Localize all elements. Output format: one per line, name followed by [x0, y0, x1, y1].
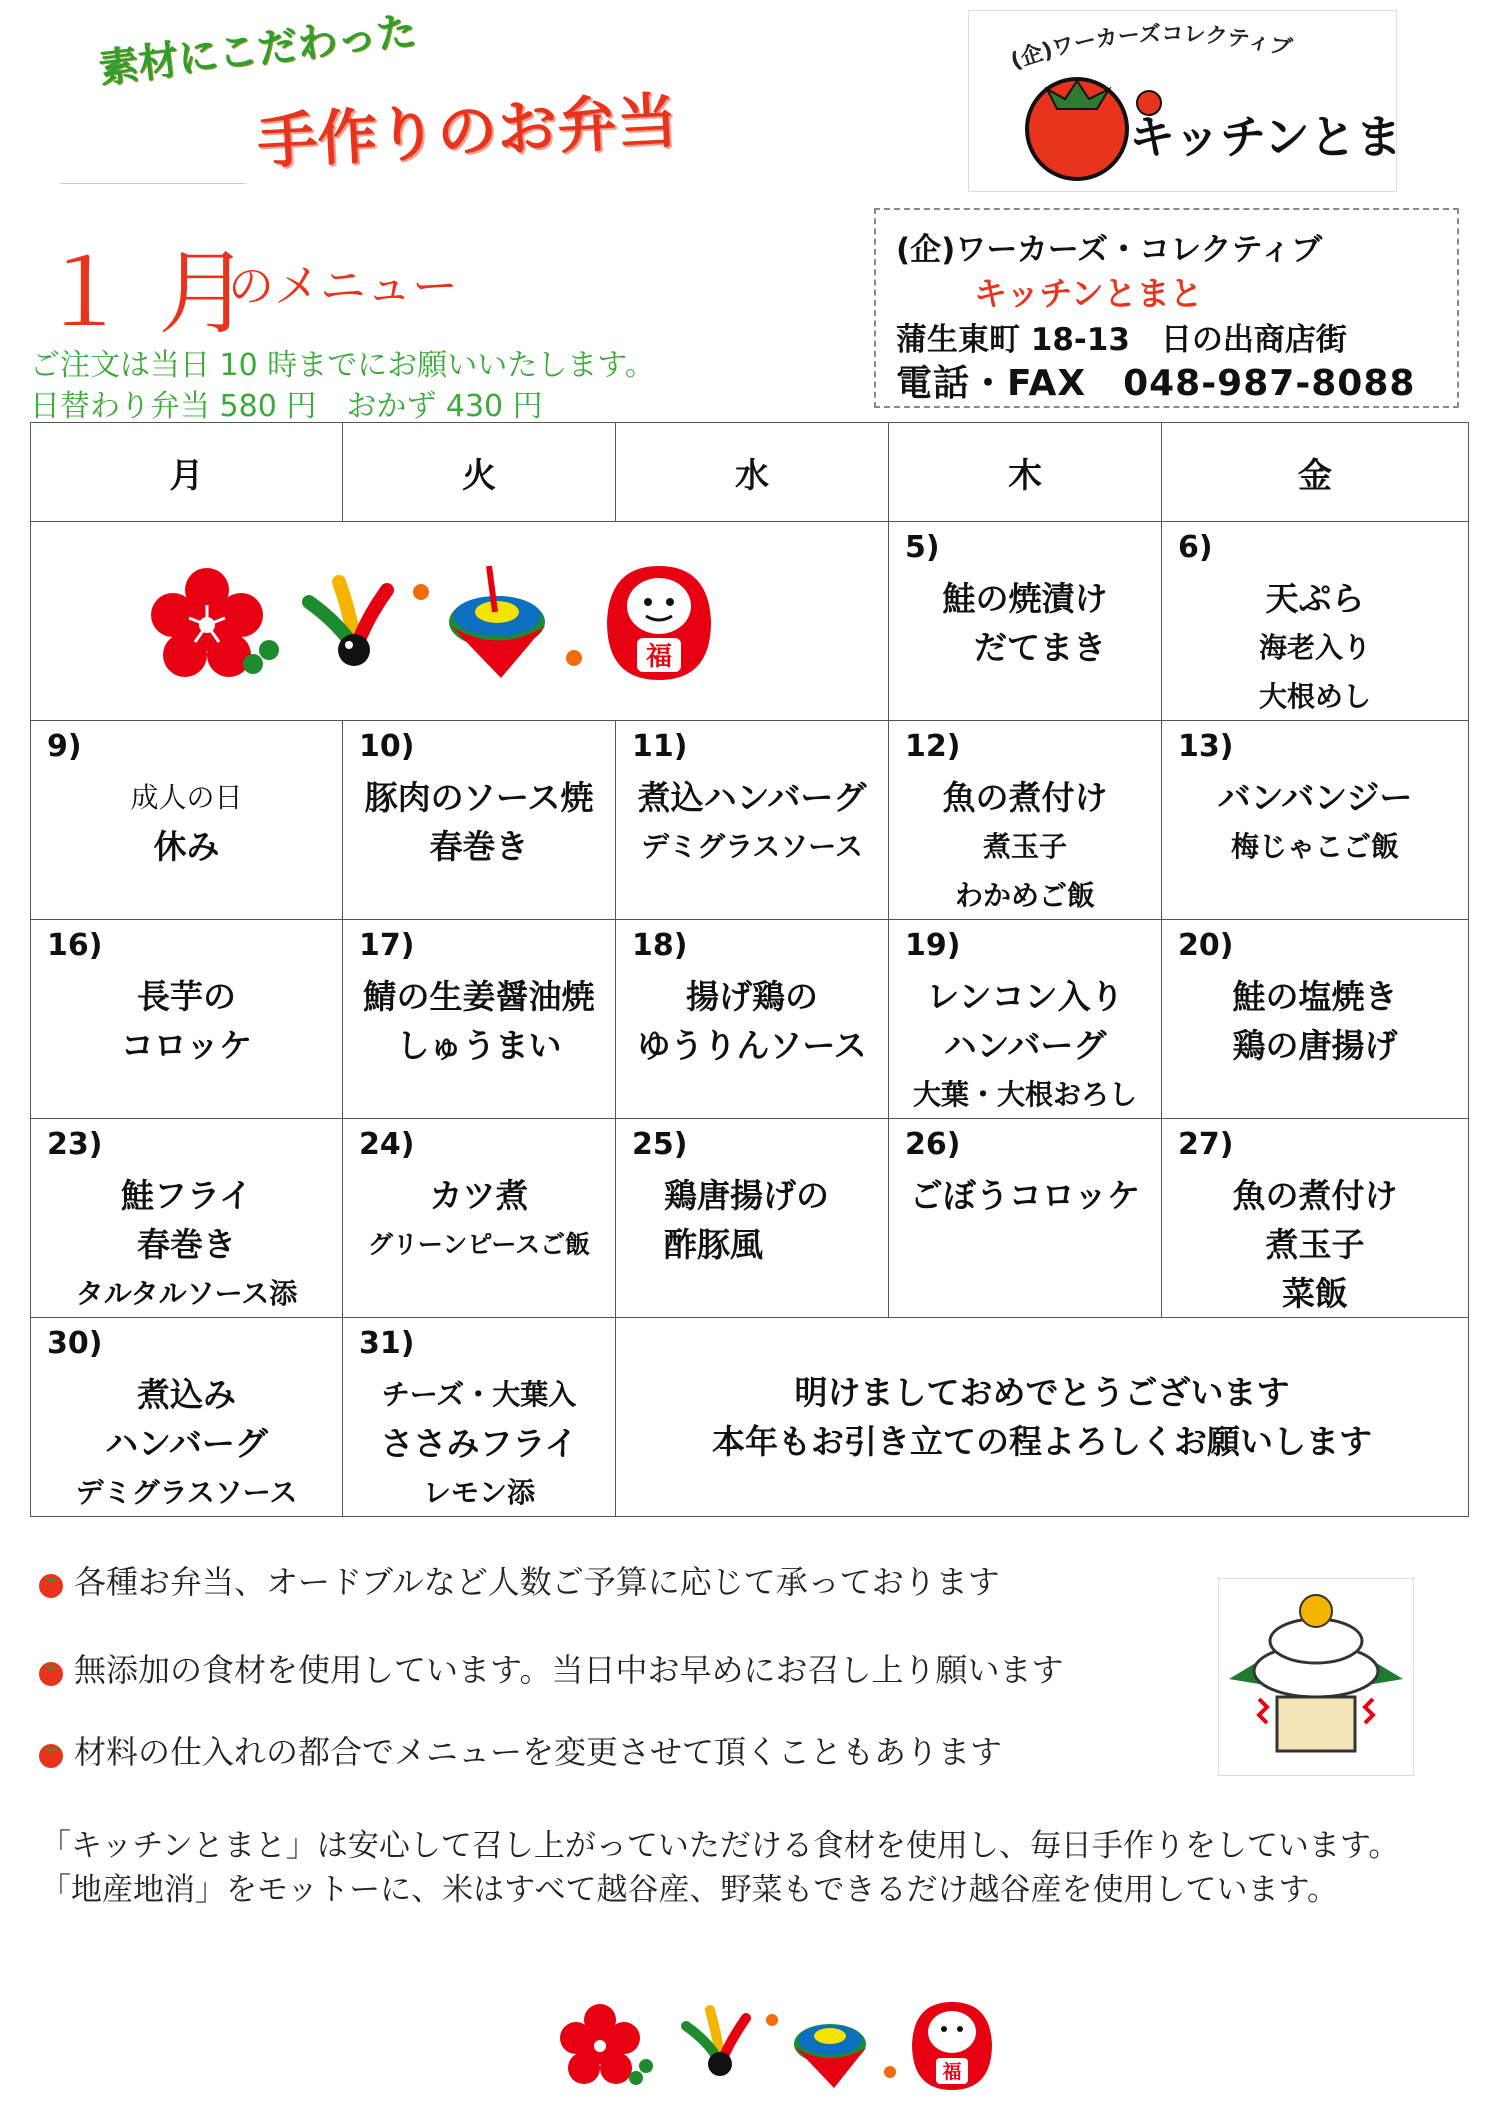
day-number: 17): [359, 928, 415, 963]
menu-item-line: チーズ・大葉入: [381, 1378, 577, 1411]
svg-text:(企)ワーカーズコレクティブ: [1008, 22, 1295, 75]
menu-item-line: 梅じゃこご飯: [1230, 830, 1399, 863]
note-item: 無添加の食材を使用しています。当日中お早めにお召し上り願います: [36, 1645, 1063, 1691]
menu-item-line: だてまき: [974, 628, 1106, 667]
day-cell-6: [1162, 522, 1469, 721]
menu-item-line: 菜飯: [1282, 1274, 1348, 1313]
decoration-dot-icon: [884, 2066, 896, 2078]
shop-description-line-1: 「キッチンとまと」は安心して召し上がっていただける食材を使用し、毎日手作りをしています。: [40, 1828, 1400, 1864]
decoration-dot-icon: [413, 584, 429, 600]
day-number: 26): [905, 1127, 961, 1162]
menu-calendar: [30, 422, 1469, 1517]
menu-item-line: グリーンピースご飯: [367, 1230, 591, 1259]
tomato-bullet-icon: [36, 1739, 66, 1769]
menu-item-line: タルタルソース添: [75, 1277, 298, 1310]
shop-info-box: [874, 208, 1459, 408]
logo-name: キッチンとま: [1129, 110, 1396, 164]
menu-item-line: デミグラスソース: [75, 1476, 298, 1509]
menu-item-line: ゆうりんソース: [637, 1026, 867, 1065]
logo-top-text: (企)ワーカーズコレクティブ: [1007, 21, 1294, 75]
day-cell-30: [31, 1318, 343, 1517]
new-year-decoration-cell: [31, 522, 889, 721]
menu-item-line: 鮭の塩焼き: [1232, 977, 1398, 1016]
decoration-dot-icon: [566, 650, 582, 666]
day-cell-23: [31, 1119, 343, 1318]
menu-item-line: 天ぷら: [1265, 579, 1365, 618]
menu-item-line: 魚の煮付け: [942, 778, 1108, 817]
day-cell-17: [343, 920, 616, 1119]
menu-item-line: 豚肉のソース焼: [364, 778, 594, 817]
day-cell-18: [616, 920, 889, 1119]
menu-item-line: コロッケ: [120, 1026, 253, 1065]
weekday-thu: 木: [889, 423, 1162, 522]
day-number: 23): [47, 1127, 103, 1162]
menu-item-line: デミグラスソース: [641, 830, 863, 863]
tomato-bullet-icon: [36, 1569, 66, 1599]
day-number: 13): [1178, 729, 1234, 764]
new-year-icons: [149, 560, 739, 685]
order-deadline-note: ご注文は当日 10 時までにお願いいたします。: [30, 348, 655, 383]
weekday-fri: 金: [1162, 423, 1469, 522]
price-note: 日替わり弁当 580 円 おかず 430 円: [30, 389, 543, 424]
day-number: 18): [632, 928, 688, 963]
day-number: 31): [359, 1326, 415, 1361]
day-number: 11): [632, 729, 688, 764]
week-row-2: [31, 721, 1469, 920]
tomato-bullet-icon: [36, 1657, 66, 1687]
day-cell-16: [31, 920, 343, 1119]
weekday-wed: 水: [616, 423, 889, 522]
day-cell-25: [616, 1119, 889, 1318]
day-number: 6): [1178, 530, 1213, 565]
menu-item-line: ごぼうコロッケ: [909, 1176, 1141, 1215]
day-number: 20): [1178, 928, 1234, 963]
tagline-small: 素材にこだわった: [96, 7, 419, 93]
menu-item-line: 煮込ハンバーグ: [637, 778, 867, 817]
decoration-dot-icon: [766, 2014, 778, 2026]
note-item: 各種お弁当、オードブルなど人数ご予算に応じて承っております: [36, 1557, 1000, 1603]
day-number: 25): [632, 1127, 688, 1162]
menu-item-line: しゅうまい: [396, 1026, 562, 1065]
menu-item-line: 煮玉子: [1265, 1225, 1365, 1264]
day-cell-26: [889, 1119, 1162, 1318]
menu-item-line: レンコン入り: [926, 977, 1124, 1016]
plum-blossom-icon: [560, 2004, 653, 2085]
menu-item-line: 煮玉子: [982, 830, 1067, 863]
menu-item-line: 揚げ鶏の: [686, 977, 818, 1016]
day-cell-9: [31, 721, 343, 920]
week-row-4: [31, 1119, 1469, 1318]
week-row-5: [31, 1318, 1469, 1517]
day-cell-19: [889, 920, 1162, 1119]
note-item: 材料の仕入れの都合でメニューを変更させて頂くこともあります: [36, 1727, 1002, 1773]
month-title: のメニュー: [228, 259, 458, 313]
menu-item-line: 大葉・大根おろし: [912, 1078, 1137, 1111]
menu-item-line: ハンバーグ: [105, 1424, 268, 1463]
spinning-top-icon: [794, 2024, 866, 2088]
day-cell-20: [1162, 920, 1469, 1119]
shop-name: キッチンとまと: [974, 274, 1203, 313]
menu-item-line: 海老入り: [1258, 631, 1371, 664]
day-number: 10): [359, 729, 415, 764]
shop-address: 蒲生東町 18-13 日の出商店街: [896, 322, 1347, 358]
week-row-3: [31, 920, 1469, 1119]
day-cell-11: [616, 721, 889, 920]
menu-item-line: 春巻き: [429, 827, 529, 866]
bottom-new-year-icons: [560, 1996, 1010, 2096]
day-cell-24: [343, 1119, 616, 1318]
menu-item-line: 鯖の生姜醤油焼: [363, 977, 595, 1016]
day-cell-31: [343, 1318, 616, 1517]
greeting-line-2: 本年もお引き立ての程よろしくお願いします: [712, 1422, 1372, 1461]
daruma-fuku-label: 福: [942, 2061, 962, 2083]
menu-item-line: 長芋の: [137, 977, 236, 1016]
day-cell-27: [1162, 1119, 1469, 1318]
shop-description-line-2: 「地産地消」をモットーに、米はすべて越谷産、野菜もできるだけ越谷産を使用しています。: [40, 1872, 1338, 1908]
menu-item-line: 鶏唐揚げの: [664, 1176, 829, 1215]
shop-logo: [968, 10, 1397, 192]
day-cell-5: [889, 522, 1162, 721]
weekday-mon: 月: [31, 423, 343, 522]
menu-item-line: カツ煮: [429, 1176, 529, 1215]
day-number: 19): [905, 928, 961, 963]
hagoita-shuttlecock-icon: [309, 582, 387, 666]
menu-item-line: 成人の日: [130, 781, 243, 814]
day-cell-12: [889, 721, 1162, 920]
day-number: 5): [905, 530, 940, 565]
menu-item-line: 魚の煮付け: [1232, 1176, 1398, 1215]
day-number: 9): [47, 729, 82, 764]
menu-item-line: 鶏の唐揚げ: [1232, 1026, 1398, 1065]
menu-item-line: ささみフライ: [380, 1424, 578, 1463]
hagoita-shuttlecock-icon: [686, 2010, 746, 2076]
weekday-tue: 火: [343, 423, 616, 522]
menu-item-line: 酢豚風: [664, 1225, 763, 1264]
day-cell-13: [1162, 721, 1469, 920]
month-number: １月: [38, 240, 279, 347]
menu-item-line: 煮込み: [137, 1375, 236, 1414]
menu-item-line: 春巻き: [137, 1225, 236, 1264]
day-number: 12): [905, 729, 961, 764]
menu-item-line: 鮭フライ: [120, 1176, 252, 1215]
tagline-large: 手作りのお弁当: [255, 86, 679, 178]
daruma-fuku-label: 福: [645, 642, 673, 672]
shop-phone: 電話・FAX 048-987-8088: [896, 363, 1416, 404]
day-cell-10: [343, 721, 616, 920]
weekday-header-row: [31, 423, 1469, 522]
greeting-line-1: 明けましておめでとうございます: [794, 1373, 1290, 1412]
menu-item-line: わかめご飯: [954, 879, 1095, 912]
new-year-greeting-cell: [616, 1318, 1469, 1517]
kagami-mochi-icon: [1218, 1578, 1414, 1776]
menu-item-line: バンバンジー: [1217, 778, 1413, 817]
week-row-1: [31, 522, 1469, 721]
shop-org: (企)ワーカーズ・コレクティブ: [896, 232, 1323, 268]
day-number: 24): [359, 1127, 415, 1162]
menu-item-line: レモン添: [422, 1476, 535, 1509]
daruma-icon: [912, 2002, 992, 2090]
day-number: 30): [47, 1326, 103, 1361]
menu-item-line: 鮭の焼漬け: [942, 579, 1108, 618]
divider: [60, 183, 245, 184]
day-number: 27): [1178, 1127, 1234, 1162]
spinning-top-icon: [449, 566, 545, 678]
menu-item-line: 大根めし: [1258, 680, 1371, 713]
menu-item-line: 休み: [153, 827, 220, 866]
day-number: 16): [47, 928, 103, 963]
plum-blossom-icon: [151, 568, 279, 677]
menu-item-line: ハンバーグ: [943, 1026, 1107, 1065]
daruma-icon: [607, 566, 711, 680]
